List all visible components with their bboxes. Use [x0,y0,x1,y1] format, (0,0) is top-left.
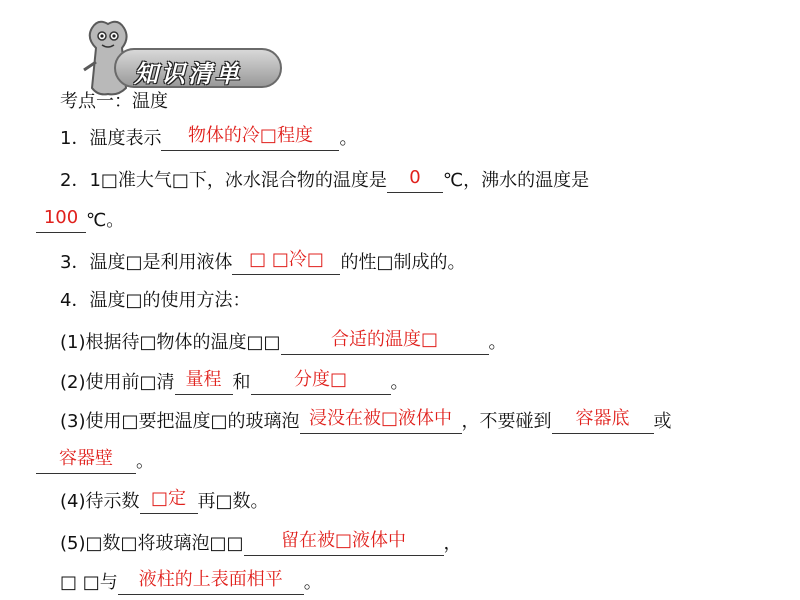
text-segment: 和 [232,372,251,393]
line-11 [60,531,462,556]
text-segment: 再□数。 [197,491,269,512]
answer-blank [387,168,443,193]
text-segment: (2)使用前□清 [60,372,175,393]
answer-text: 物体的冷□程度 [187,125,313,146]
answer-text: 分度□ [294,369,348,390]
header-title: 知识清单 [134,59,242,88]
text-segment: 。 [303,572,322,593]
line-10 [60,489,269,514]
answer-text: □定 [150,488,186,509]
text-segment: 1．温度表示 [60,128,162,149]
text-segment: ，不要碰到 [461,411,552,432]
text-segment: 。 [390,372,409,393]
line-4 [60,250,465,275]
text-segment: 或 [653,411,672,432]
answer-blank [244,531,444,556]
text-segment: ℃，沸水的温度是 [442,170,590,191]
line-6 [60,330,507,355]
text-segment: 。 [339,128,358,149]
line-5 [60,289,250,313]
answer-blank [175,370,233,395]
section-header [78,18,288,98]
text-segment: 3．温度□是利用液体 [60,252,233,273]
answer-blank [281,330,489,355]
line-9 [36,449,154,474]
answer-text: 0 [409,167,421,188]
line-1 [60,126,357,151]
text-segment: (4)待示数 [60,491,140,512]
text-segment: (3)使用□要把温度□的玻璃泡 [60,411,300,432]
text-segment: 的性□制成的。 [340,252,466,273]
answer-text: □ □冷□ [249,249,324,270]
answer-blank [118,570,304,595]
answer-text: 浸没在被□液体中 [309,408,453,429]
answer-blank [552,409,654,434]
answer-text: 合适的温度□ [331,329,439,350]
text-segment: 。 [136,451,154,472]
line-topic-title [60,90,168,114]
topic-title: 考点一：温度 [60,91,168,112]
text-segment: (1)根据待□物体的温度□□ [60,332,281,353]
line-2 [60,168,589,193]
answer-text: 容器壁 [59,448,113,469]
answer-blank [140,489,198,514]
line-8 [60,409,672,434]
line-12 [60,570,322,595]
text-segment: 4．温度□的使用方法： [60,290,251,311]
text-segment: 。 [488,332,507,353]
answer-blank [300,409,462,434]
answer-blank [251,370,391,395]
line-3 [36,208,124,233]
answer-text: 量程 [185,369,222,390]
answer-blank [36,449,136,474]
answer-text: 液柱的上表面相平 [138,569,283,590]
text-segment: (5)□数□将玻璃泡□□ [60,533,244,554]
answer-text: 容器底 [575,408,630,429]
text-segment: □ □与 [60,572,118,593]
text-segment: ， [443,533,462,554]
answer-text: 100 [43,207,79,228]
text-segment: ℃。 [86,210,125,231]
answer-blank [36,208,86,233]
line-7 [60,370,409,395]
answer-blank [232,250,340,275]
answer-text: 留在被□液体中 [281,530,407,551]
answer-blank [161,126,339,151]
text-segment: 2．1□准大气□下，冰水混合物的温度是 [60,170,387,191]
